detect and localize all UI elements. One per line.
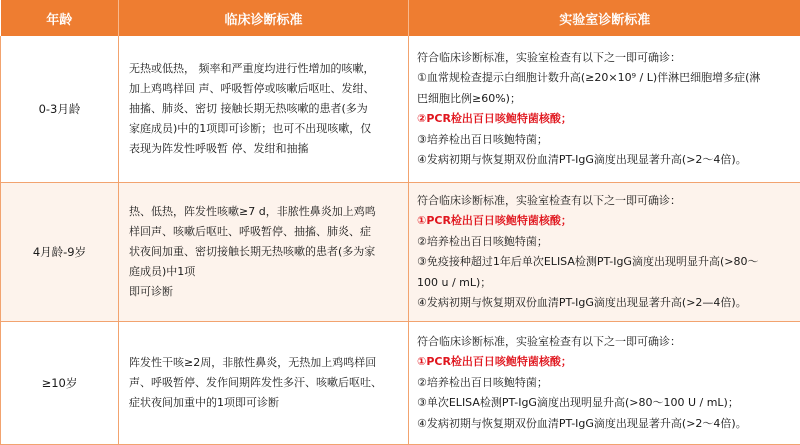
lab-line: ③培养检出百日咳鲍特菌； [417, 130, 794, 151]
lab-line: 符合临床诊断标准，实验室检查有以下之一即可确诊： [417, 191, 794, 212]
clinical-line: 抽搐、肺炎、密切 接触长期无热咳嗽的患者(多为 [129, 99, 398, 119]
lab-line: 符合临床诊断标准，实验室检查有以下之一即可确诊： [417, 48, 794, 69]
table-row [1, 36, 800, 183]
clinical-line: 热、低热，阵发性咳嗽≥7 d，非脓性鼻炎加上鸡鸣 [129, 202, 398, 222]
clinical-line: 家庭成员)中的1项即可诊断；也可不出现咳嗽，仅 [129, 119, 398, 139]
lab-line: 巴细胞比例≥60%)； [417, 89, 794, 110]
lab-line: 符合临床诊断标准，实验室检查有以下之一即可确诊： [417, 332, 794, 353]
clinical-line: 症状夜间加重中的1项即可诊断 [129, 393, 398, 413]
clinical-line: 声、呼吸暂停、发作间期阵发性多汗、咳嗽后呕吐、 [129, 373, 398, 393]
lab-line-pcr-highlight: ①PCR检出百日咳鲍特菌核酸； [417, 211, 794, 232]
lab-line: ③免疫接种超过1年后单次ELISA检测PT-IgG滴度出现明显升高(>80～ [417, 252, 794, 273]
clinical-criteria-cell [119, 322, 409, 445]
lab-line: 100 u / mL)； [417, 273, 794, 294]
table-row [1, 183, 800, 322]
table-row [1, 322, 800, 445]
lab-line-pcr-highlight: ①PCR检出百日咳鲍特菌核酸； [417, 352, 794, 373]
lab-line: ②培养检出百日咳鲍特菌； [417, 232, 794, 253]
lab-line: ①血常规检查提示白细胞计数升高(≥20×10⁹ / L)伴淋巴细胞增多症(淋 [417, 68, 794, 89]
age-cell: ≥10岁 [1, 322, 119, 445]
lab-line: ②培养检出百日咳鲍特菌； [417, 373, 794, 394]
lab-line: ④发病初期与恢复期双份血清PT-IgG滴度出现显著升高(>2—4倍)。 [417, 293, 794, 314]
header-clinical-criteria: 临床诊断标准 [119, 0, 409, 36]
clinical-criteria-cell [119, 36, 409, 183]
lab-line: ④发病初期与恢复期双份血清PT-IgG滴度出现显著升高(>2～4倍)。 [417, 414, 794, 435]
lab-line: ③单次ELISA检测PT-IgG滴度出现明显升高(>80～100 U / mL)； [417, 393, 794, 414]
clinical-line: 加上鸡鸣样回 声、呼吸暂停或咳嗽后呕吐、发绀、 [129, 79, 398, 99]
lab-criteria-cell [409, 322, 800, 445]
clinical-line: 状夜间加重、密切接触长期无热咳嗽的患者(多为家 [129, 242, 398, 262]
lab-line-pcr-highlight: ②PCR检出百日咳鲍特菌核酸； [417, 109, 794, 130]
clinical-line: 即可诊断 [129, 282, 398, 302]
age-cell: 4月龄-9岁 [1, 183, 119, 322]
table-header-row [1, 0, 800, 36]
clinical-criteria-cell [119, 183, 409, 322]
clinical-line: 无热或低热， 频率和严重度均进行性增加的咳嗽， [129, 59, 398, 79]
clinical-line: 庭成员)中1项 [129, 262, 398, 282]
lab-criteria-cell [409, 36, 800, 183]
age-cell: 0-3月龄 [1, 36, 119, 183]
clinical-line: 样回声、咳嗽后呕吐、呼吸暂停、抽搐、肺炎、症 [129, 222, 398, 242]
clinical-line: 表现为阵发性呼吸暂 停、发绀和抽搐 [129, 139, 398, 159]
header-age: 年龄 [1, 0, 119, 36]
header-lab-criteria: 实验室诊断标准 [409, 0, 800, 36]
lab-criteria-cell [409, 183, 800, 322]
clinical-line: 阵发性干咳≥2周，非脓性鼻炎，无热加上鸡鸣样回 [129, 353, 398, 373]
lab-line: ④发病初期与恢复期双份血清PT-IgG滴度出现显著升高(>2～4倍)。 [417, 150, 794, 171]
